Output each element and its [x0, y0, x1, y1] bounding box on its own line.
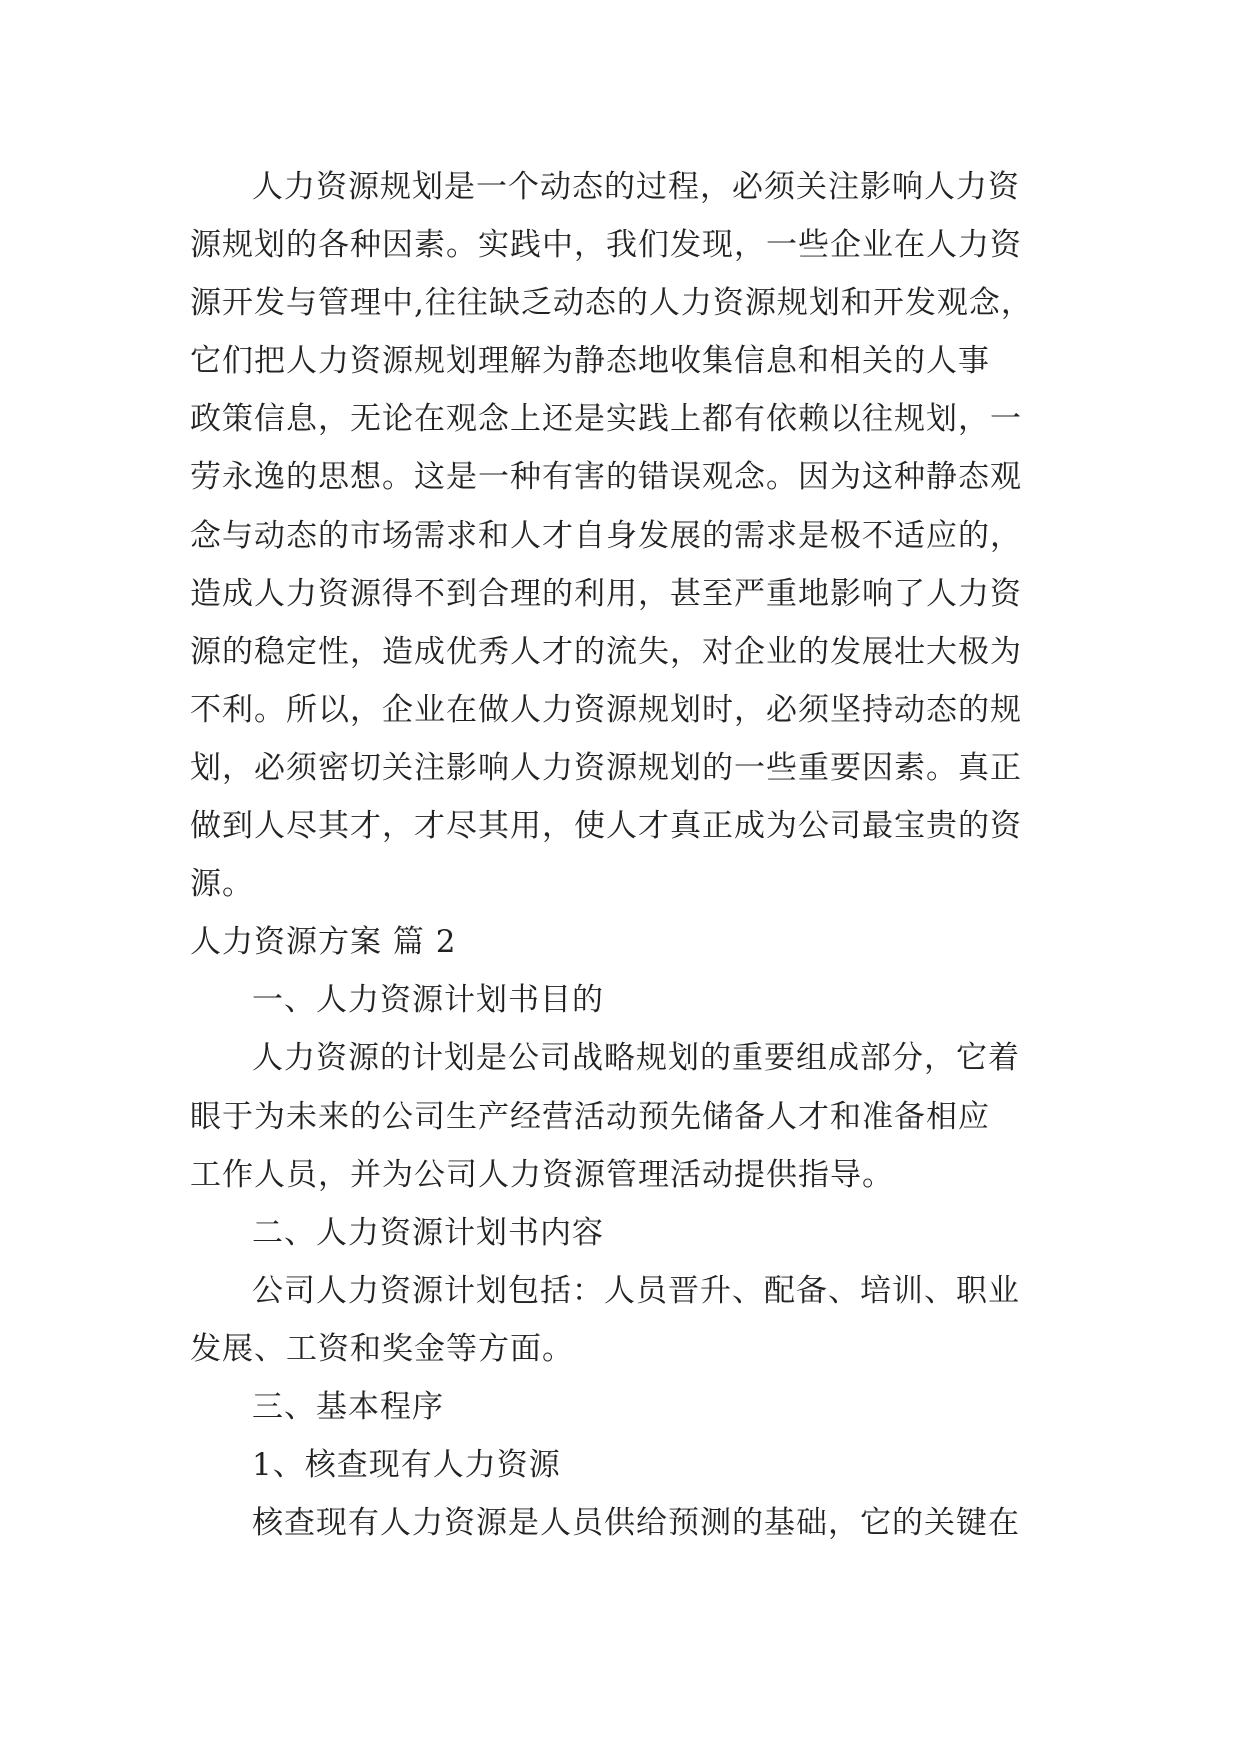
text-line: 它们把人力资源规划理解为静态地收集信息和相关的人事 — [190, 343, 990, 380]
subheading: 1、核查现有人力资源 — [252, 1447, 561, 1484]
text-line: 念与动态的市场需求和人才自身发展的需求是极不适应的， — [190, 517, 1022, 554]
text-line: 不利。所以，企业在做人力资源规划时，必须坚持动态的规 — [190, 691, 1022, 728]
text-line: 公司人力资源计划包括：人员晋升、配备、培训、职业 — [252, 1272, 1020, 1309]
text-line: 发展、工资和奖金等方面。 — [190, 1330, 574, 1367]
text-line: 政策信息，无论在观念上还是实践上都有依赖以往规划，一 — [190, 401, 1022, 438]
text-line: 做到人尽其才，才尽其用，使人才真正成为公司最宝贵的资 — [190, 808, 1022, 845]
subheading: 一、人力资源计划书目的 — [252, 982, 604, 1019]
text-line: 眼于为未来的公司生产经营活动预先储备人才和准备相应 — [190, 1098, 990, 1135]
text-line: 划，必须密切关注影响人力资源规划的一些重要因素。真正 — [190, 749, 1022, 786]
document-body — [190, 158, 1080, 1552]
subheading: 三、基本程序 — [252, 1388, 444, 1425]
text-line: 人力资源的计划是公司战略规划的重要组成部分，它着 — [252, 1040, 1020, 1077]
text-line: 源规划的各种因素。实践中，我们发现，一些企业在人力资 — [190, 227, 1022, 264]
text-line: 源开发与管理中,往往缺乏动态的人力资源规划和开发观念， — [190, 285, 1033, 322]
text-line: 人力资源规划是一个动态的过程，必须关注影响人力资 — [252, 169, 1020, 205]
text-line: 源的稳定性，造成优秀人才的流失，对企业的发展壮大极为 — [190, 633, 1022, 670]
text-line: 工作人员，并为公司人力资源管理活动提供指导。 — [190, 1156, 894, 1193]
text-line: 造成人力资源得不到合理的利用，甚至严重地影响了人力资 — [190, 575, 1022, 612]
text-line: 劳永逸的思想。这是一种有害的错误观念。因为这种静态观 — [190, 459, 1022, 496]
text-line: 源。 — [190, 866, 254, 903]
text-line: 核查现有人力资源是人员供给预测的基础，它的关键在 — [252, 1505, 1020, 1542]
subheading: 二、人力资源计划书内容 — [252, 1214, 604, 1251]
section-heading: 人力资源方案 篇 2 — [190, 924, 457, 961]
